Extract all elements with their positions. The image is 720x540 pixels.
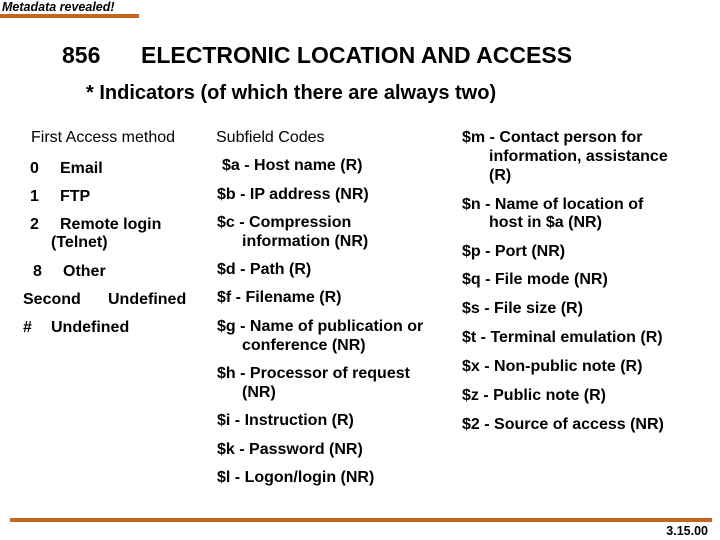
subfield-c: $c - Compression [217,214,352,231]
subfield-z: $z - Public note (R) [462,387,606,404]
page-number: 3.15.00 [666,524,708,538]
indicator-label-other: Other [63,263,106,280]
subfield-p: $p - Port (NR) [462,243,566,260]
subfield-t: $t - Terminal emulation (R) [462,329,663,346]
subfield-x: $x - Non-public note (R) [462,358,643,375]
subfield-a: $a - Host name (R) [222,157,363,174]
field-name: ELECTRONIC LOCATION AND ACCESS [141,42,573,68]
second-indicator-label: Second [23,291,81,308]
indicator-label-ftp: FTP [60,188,91,205]
bottom-rule [10,518,712,522]
subfield-m-cont2: (R) [489,167,512,184]
indicator-code-8: 8 [33,263,42,280]
subfield-codes-heading: Subfield Codes [216,129,325,146]
indicator-code-1: 1 [30,188,39,205]
indicator-label-email: Email [60,160,103,177]
subfield-i: $i - Instruction (R) [217,412,354,429]
indicator-code-0: 0 [30,160,39,177]
indicator-label-telnet: (Telnet) [51,234,108,251]
subfield-m: $m - Contact person for [462,129,643,146]
subfield-b: $b - IP address (NR) [217,186,369,203]
subfield-s: $s - File size (R) [462,300,583,317]
subfield-h-cont: (NR) [242,384,276,401]
subfield-n: $n - Name of location of [462,196,644,213]
subfield-g-cont: conference (NR) [242,337,366,354]
indicator-code-2: 2 [30,216,39,233]
subfield-n-cont: host in $a (NR) [489,214,602,231]
indicator-label-remote-login: Remote login [60,216,162,233]
subfield-c-cont: information (NR) [242,233,369,250]
subfield-g: $g - Name of publication or [217,318,424,335]
slide-tag: Metadata revealed! [2,0,115,14]
subfield-2: $2 - Source of access (NR) [462,416,664,433]
indicators-note: * Indicators (of which there are always two) [86,82,497,104]
subfield-q: $q - File mode (NR) [462,271,608,288]
field-number: 856 [62,42,101,68]
blank-indicator-label: Undefined [51,319,130,336]
top-rule [0,14,139,18]
subfield-d: $d - Path (R) [217,261,312,278]
subfield-k: $k - Password (NR) [217,441,363,458]
first-indicator-heading: First Access method [31,129,176,146]
second-indicator-value: Undefined [108,291,187,308]
subfield-l: $l - Logon/login (NR) [217,469,375,486]
blank-indicator-code: # [23,319,32,336]
subfield-f: $f - Filename (R) [217,289,342,306]
subfield-m-cont: information, assistance [489,148,668,165]
subfield-h: $h - Processor of request [217,365,410,382]
